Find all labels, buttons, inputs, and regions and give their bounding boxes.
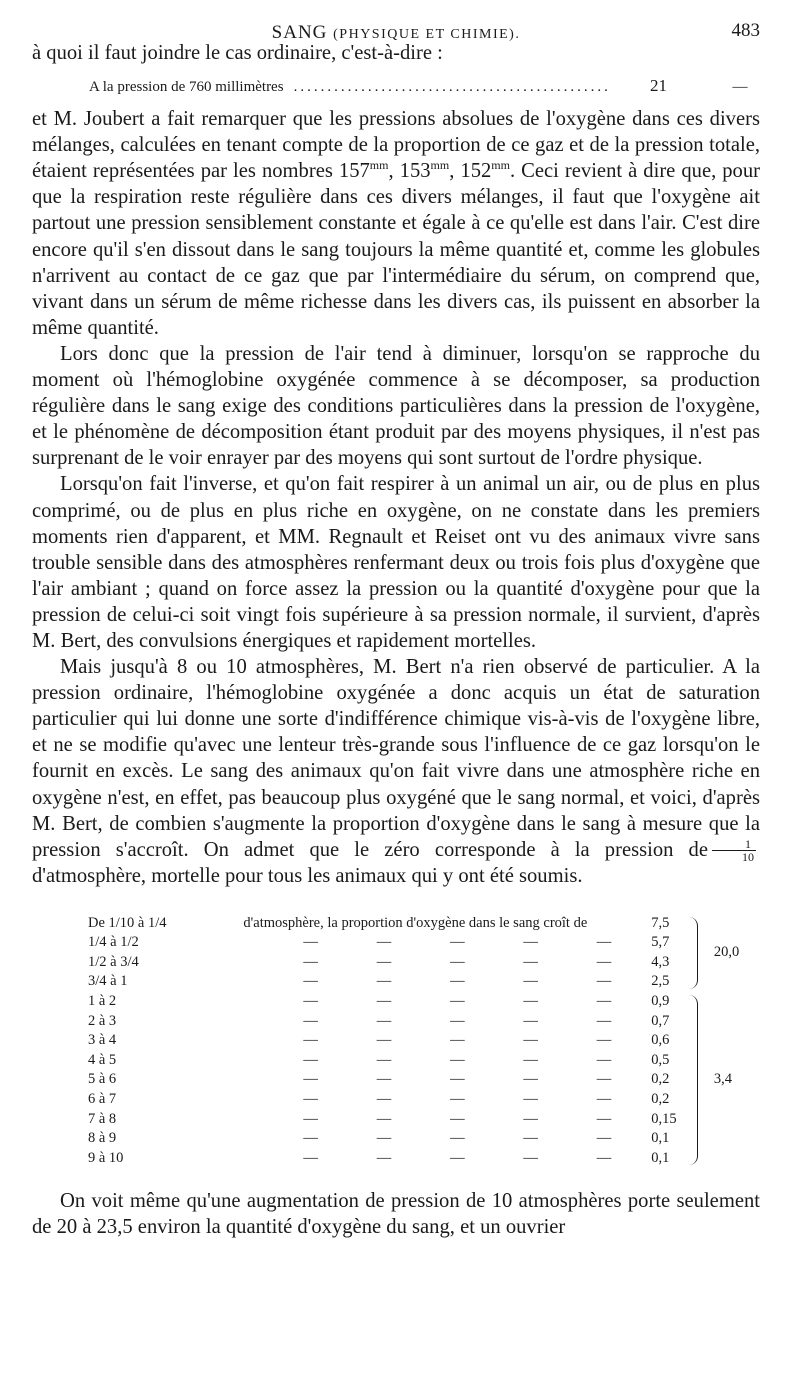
ditto-dash: — [523,953,538,970]
ditto-dash: — [596,934,612,951]
brace-group-2 [689,992,714,1168]
oxygen-increase-value: 2,5 [651,973,670,990]
ditto-dashes [243,1070,651,1090]
pressure-range: 9 à 10 [88,1149,124,1166]
pressure-760-dash: — [732,79,748,96]
ditto-dash: — [596,1149,612,1166]
ditto-dash: — [523,973,538,990]
ditto-dash: — [450,953,465,970]
ditto-dash: — [450,973,465,990]
ditto-dash: — [523,1130,538,1147]
ditto-dash: — [523,1090,538,1107]
pressure-range: De 1/10 à 1/4 [88,914,167,931]
pressure-range: 1/2 à 3/4 [88,953,139,970]
ditto-dash: — [523,934,538,951]
paragraph-inverse: Lorsqu'on fait l'inverse, et qu'on fait respirer à un animal un air, ou de plus en plus comprimé, ou de plus en plus riche en oxygène, on ne constate dans les premiers moments rien d'apparent, et MM. Regnault et Reiset ont vu des animaux vivre sans trouble sensible dans des atmosphères renfermant deux ou trois fois plus d'oxygène que l'air ambiant ; quand on force assez la pression ou la quantité d'oxygène pour que la pression de celui-ci soit vingt fois supérieure à sa pression normale, il survient, d'après M. Bert, des convulsions énergiques et rapidement mortelles. [32,473,760,652]
ditto-dashes [243,1110,651,1130]
oxygen-increase-value: 0,7 [651,1012,670,1029]
pressure-range: 1 à 2 [88,992,117,1009]
table-row [80,933,760,953]
table-row [80,972,760,992]
group-2-total: 3,4 [713,1071,733,1088]
pressure-range: 4 à 5 [88,1051,117,1068]
ditto-dash: — [596,1090,612,1107]
ditto-dash: — [596,973,612,990]
ditto-dash: — [376,1090,392,1107]
ditto-dash: — [523,1071,538,1088]
running-title-sub: (PHYSIQUE ET CHIMIE). [333,27,521,42]
ditto-dash: — [376,934,392,951]
oxygen-increase-value: 0,6 [651,1032,670,1049]
pressure-range: 6 à 7 [88,1090,117,1107]
oxygen-increase-value: 0,1 [651,1130,670,1147]
oxygen-increase-value: 0,5 [651,1051,670,1068]
ditto-dashes [243,953,651,973]
ditto-dash: — [303,992,318,1009]
ditto-dashes [243,992,651,1012]
ditto-dash: — [376,1071,392,1088]
ditto-dash: — [303,1071,318,1088]
table-row [80,1070,760,1090]
ditto-dash: — [450,1149,465,1166]
ditto-dashes [243,1051,651,1071]
oxygen-increase-value: 0,1 [651,1149,670,1166]
oxygen-increase-value: 0,9 [651,992,670,1009]
ditto-dash: — [303,1012,318,1029]
table-row [80,1149,760,1169]
ditto-dash: — [376,1110,392,1127]
paragraph-augmentation: On voit même qu'une augmentation de pression de 10 atmosphères porte seulement de 20 à 23,5 environ la quantité d'oxygène du sang, et un ouvrier [32,1190,760,1239]
ditto-dash: — [303,1032,318,1049]
ditto-dash: — [596,1130,612,1147]
table-phrase: d'atmosphère, la proportion d'oxygène dans le sang croît de [243,914,588,931]
table-row [80,992,760,1012]
pressure-range: 5 à 6 [88,1071,117,1088]
pressure-range: 3/4 à 1 [88,973,128,990]
group-1-total: 20,0 [713,943,740,960]
pressure-760-label: A la pression de 760 millimètres [89,79,284,96]
ditto-dash: — [376,973,392,990]
ditto-dash: — [303,1110,318,1127]
ditto-dashes [243,1129,651,1149]
paragraph-joubert: et M. Joubert a fait remarquer que les pressions absolues de l'oxygène dans ces divers mélanges, calculées en tenant compte de la proportion de ce gaz et de la pression totale, étaient représentées par les nombres $157^{mm}$, $153^{mm}$, $152^{mm}$. Ceci revient à dire que, pour que la respiration reste régulière dans ces divers mélanges, il faut que l'oxygène ait partout une pression sensiblement constante et égale à ce qu'elle est dans l'air. C'est dire encore qu'il s'en dissout dans le sang toujours la même quantité et, comme les globules n'arrivent au contact de ce gaz que par l'intermédiaire du sérum, on comprend que, vivant dans un sérum de même richesse dans les divers cas, ils puissent en absorber la même quantité. [32,108,761,339]
ditto-dashes [243,933,651,953]
ditto-dashes [243,1031,651,1051]
fraction-one-tenth: $\frac{1}{10}$ [712,838,756,863]
ditto-dash: — [523,1032,538,1049]
table-row [80,1129,760,1149]
ditto-dash: — [376,1012,392,1029]
ditto-dash: — [303,1130,318,1147]
ditto-dash: — [596,1032,612,1049]
ditto-dash: — [376,992,392,1009]
ditto-dash: — [523,1012,538,1029]
pressure-range: 8 à 9 [88,1130,117,1147]
pressure-760-line [89,76,760,96]
oxygen-increase-value: 5,7 [651,934,670,951]
ditto-dash: — [376,1149,392,1166]
ditto-dashes [243,1012,651,1032]
oxygen-increase-value: 0,15 [651,1110,677,1127]
ditto-dash: — [303,953,318,970]
ditto-dash: — [596,953,612,970]
ditto-dash: — [523,992,538,1009]
ditto-dashes [243,972,651,992]
oxygen-increase-value: 4,3 [651,953,670,970]
oxygen-increase-value: 7,5 [651,914,670,931]
ditto-dash: — [303,934,318,951]
table-row [80,1090,760,1110]
pressure-range: 7 à 8 [88,1110,117,1127]
ditto-dash: — [523,1149,538,1166]
ditto-dash: — [450,1032,465,1049]
ditto-dash: — [596,1110,612,1127]
ditto-dash: — [303,1149,318,1166]
brace-group-1 [689,914,714,992]
table-row [80,1110,760,1130]
ditto-dash: — [303,1090,318,1107]
ditto-dash: — [523,1051,538,1068]
ditto-dash: — [450,1130,465,1147]
page-number: 483 [731,20,760,41]
intro-line: à quoi il faut joindre le cas ordinaire, c'est-à-dire : [32,42,443,64]
ditto-dash: — [303,973,318,990]
paragraph-pression-diminue: Lors donc que la pression de l'air tend à diminuer, lorsqu'on se rapproche du moment où l'hémoglobine oxygénée commence à se décomposer, sa production régulière dans le sang exige des conditions particulières dans la pression de l'oxygène, et le phénomène de décomposition étant produit par des moyens physiques, il n'est pas surprenant de le voir enrayer par des moyens qui sont surtout de l'ordre physique. [32,342,760,470]
pressure-range: 2 à 3 [88,1012,117,1029]
ditto-dash: — [376,1032,392,1049]
table-row [80,914,760,934]
oxygen-proportion-table [80,914,760,1169]
ditto-dashes [243,1149,651,1169]
ditto-dash: — [596,1071,612,1088]
ditto-dash: — [303,1051,318,1068]
pressure-range: 3 à 4 [88,1032,117,1049]
ditto-dash: — [376,953,392,970]
ditto-dashes [243,1090,651,1110]
ditto-dash: — [450,1110,465,1127]
ditto-dash: — [596,1051,612,1068]
oxygen-increase-value: 0,2 [651,1071,670,1088]
running-title [32,22,760,44]
ditto-dash: — [596,992,612,1009]
oxygen-increase-value: 0,2 [651,1090,670,1107]
ditto-dash: — [450,1051,465,1068]
leader-dots: ............................................... [293,79,611,96]
ditto-dash: — [450,1090,465,1107]
table-row [80,1051,760,1071]
ditto-dash: — [376,1051,392,1068]
page-header [32,0,760,43]
ditto-dash: — [450,934,465,951]
running-title-main: SANG [271,22,328,43]
pressure-range: 1/4 à 1/2 [88,934,139,951]
ditto-dash: — [523,1110,538,1127]
ditto-dash: — [450,1071,465,1088]
table-row [80,1031,760,1051]
pressure-760-value: 21 [650,76,667,96]
paragraph-bert: Mais jusqu'à 8 ou 10 atmosphères, M. Bert n'a rien observé de particulier. A la pression ordinaire, l'hémoglobine oxygénée a donc acquis un état de saturation particulier qui lui donne une sorte d'indifférence chimique vis-à-vis de l'oxygène libre, et ne se modifie qu'avec une lenteur très-grande sous l'influence de ce gaz lorsqu'on le fournit en excès. Le sang des animaux qu'on fait vivre dans une atmosphère riche en oxygène n'est, en effet, pas beaucoup plus oxygéné que le sang normal, et voici, d'après M. Bert, de combien s'augmente la proportion d'oxygène dans le sang à mesure que la pression s'accroît. On admet que le zéro corresponde à la pression de $\frac{1}{10}$ d'atmosphère, mortelle pour tous les animaux qui y ont été soumis. [32,656,760,888]
ditto-dash: — [450,1012,465,1029]
table-row [80,1012,760,1032]
ditto-dash: — [450,992,465,1009]
table-row [80,953,760,973]
ditto-dash: — [376,1130,392,1147]
ditto-dash: — [596,1012,612,1029]
